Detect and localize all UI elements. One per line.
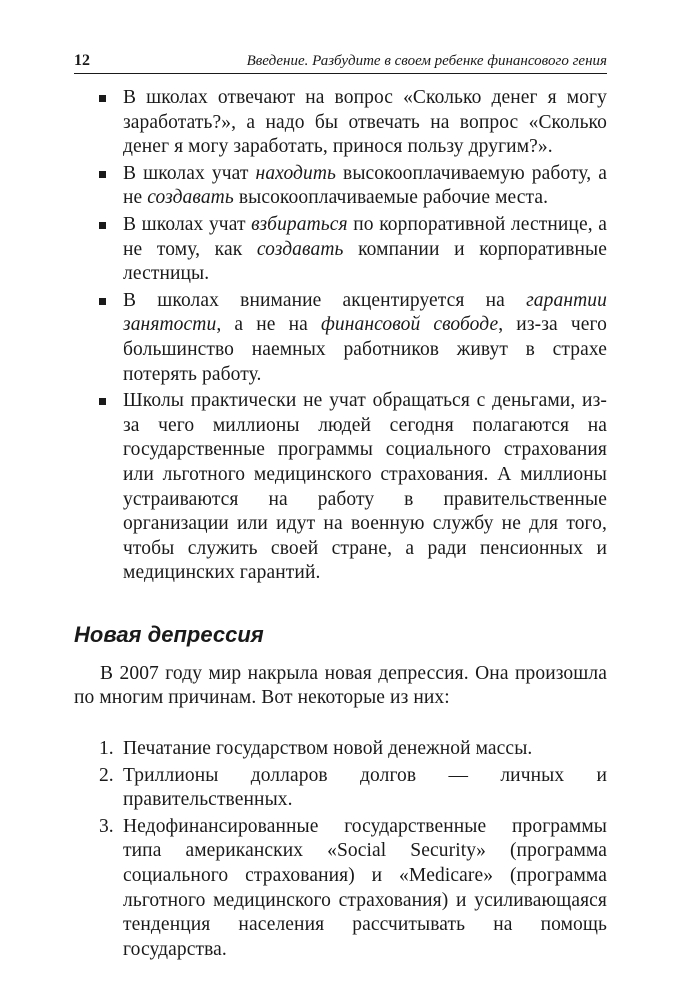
text-run: по корпоративной лестнице, а не тому, как [123,213,608,260]
bullet-item [74,86,607,160]
text-run: В школах учат [123,162,256,184]
item-number: 1. [99,738,114,760]
bullet-item [74,289,607,387]
emphasis-text: находить [255,162,337,184]
emphasis-text: создавать [256,238,344,260]
item-number: 3. [99,815,114,837]
book-page [74,52,607,964]
bullet-item [74,162,607,211]
numbered-item [74,815,607,963]
running-header [74,52,607,74]
item-number: 2. [99,764,114,786]
emphasis-text: создавать [147,187,234,209]
text-run: компании и корпоративные лестницы. [123,238,607,285]
bullet-text [123,213,607,287]
page-number: 12 [74,52,90,69]
numbered-item [74,764,607,813]
bullet-text [123,86,607,160]
bullet-square-icon [99,222,106,229]
bullet-item [74,213,607,287]
bullet-square-icon [99,95,106,102]
bullet-list [74,86,607,586]
text-run: , из-за чего большинство наемных работников живут в страхе потерять работу. [123,314,607,385]
emphasis-text: финансовой свободе [320,314,499,336]
text-run: Школы практически не учат обращаться с деньгами, из-за чего миллионы людей сегодня полагаются на государственные программы социального страхования или льготного медицинского страхования. А миллионы устраиваются на работу в правительственные организации или идут на военную службу не для того, чтобы служить своей стране, а ради пенсионных и медицинских гарантий. [123,390,607,584]
bullet-square-icon [99,171,106,178]
bullet-square-icon [99,298,106,305]
section-intro: В 2007 году мир накрыла новая депрессия. Она произошла по многим причинам. Вот некоторые из них: [74,662,607,709]
text-run: В школах внимание акцентируется на [123,289,527,311]
text-run: высокооплачиваемые рабочие места. [233,187,549,209]
numbered-text: Недофинансированные государственные программы типа американских «Social Security» (программа социального страхования) и «Medicare» (программа льготного медицинского страхования) и усиливающаяся тенденция населения рассчитывать на помощь государства. [123,815,607,960]
bullet-text [123,389,607,586]
bullet-square-icon [99,398,106,405]
numbered-item [74,737,607,762]
text-run: В школах отвечают на вопрос «Сколько денег я могу заработать?», а надо бы отвечать на вопрос «Сколько денег я могу заработать, принося пользу другим?». [123,87,607,158]
bullet-text [123,289,607,387]
numbered-text: Печатание государством новой денежной массы. [123,738,533,760]
text-run: , а не на [216,314,321,336]
emphasis-text: гарантии занятости [123,289,607,336]
numbered-text: Триллионы долларов долгов — личных и правительственных. [123,764,607,811]
running-title: Введение. Разбудите в своем ребенке финансового гения [246,53,607,69]
text-run: В школах учат [123,213,252,235]
bullet-text [123,162,607,211]
text-run: высокооплачиваемую работу, а не [123,162,607,209]
numbered-list [74,737,607,962]
section-title: Новая депрессия [74,621,264,647]
bullet-item [74,389,607,586]
emphasis-text: взбираться [251,213,348,235]
